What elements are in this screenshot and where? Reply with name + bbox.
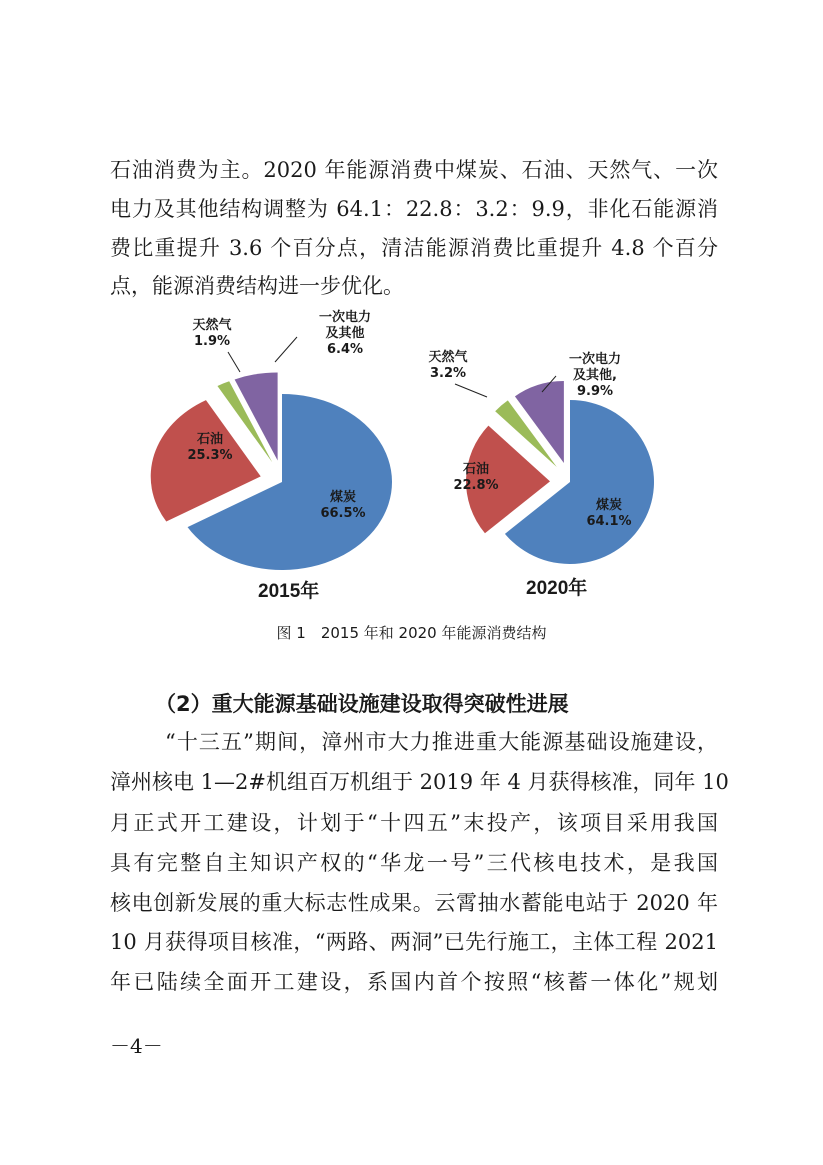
label-2020-gas: 天然气 3.2% <box>428 350 468 381</box>
label-2015-gas: 天然气 1.9% <box>192 318 232 349</box>
year-2015-label: 2015年 <box>258 581 320 602</box>
label-2020-oil: 石油 22.8% <box>453 462 499 493</box>
text-line: 具有完整自主知识产权的“华龙一号”三代核电技术，是我国 <box>110 851 718 875</box>
label-2020-other: 一次电力及其他, 9.9% <box>568 352 621 399</box>
page-number: －4－ <box>110 1034 163 1058</box>
label-2015-other: 一次电力及其他 6.4% <box>318 310 371 357</box>
leader-line <box>228 352 240 372</box>
text-line: 电力及其他结构调整为 64.1：22.8：3.2：9.9，非化石能源消 <box>110 197 718 221</box>
section-heading: （2）重大能源基础设施建设取得突破性进展 <box>155 692 569 716</box>
text-line: 月正式开工建设，计划于“十四五”末投产，该项目采用我国 <box>110 811 718 835</box>
leader-line <box>455 384 487 397</box>
text-line: 点，能源消费结构进一步优化。 <box>110 274 404 298</box>
text-line: 核电创新发展的重大标志性成果。云霄抽水蓄能电站于 2020 年 <box>110 891 718 915</box>
text-line: 漳州核电 1—2#机组百万机组于 2019 年 4 月获得核准，同年 10 <box>110 770 729 794</box>
text-line: “十三五”期间，漳州市大力推进重大能源基础设施建设， <box>165 730 718 754</box>
label-2020-coal: 煤炭 64.1% <box>586 498 632 529</box>
text-line: 年已陆续全面开工建设，系国内首个按照“核蓄一体化”规划 <box>110 970 718 994</box>
text-line: 10 月获得项目核准，“两路、两洞”已先行施工，主体工程 2021 <box>110 930 718 954</box>
label-2015-oil: 石油 25.3% <box>187 432 233 463</box>
figure-caption: 图 1 2015 年和 2020 年能源消费结构 <box>276 624 547 642</box>
text-line: 石油消费为主。2020 年能源消费中煤炭、石油、天然气、一次 <box>110 158 718 182</box>
year-2020-label: 2020年 <box>526 578 588 599</box>
text-line: 费比重提升 3.6 个百分点，清洁能源消费比重提升 4.8 个百分 <box>110 236 718 260</box>
label-2015-coal: 煤炭 66.5% <box>320 490 366 521</box>
leader-line <box>275 337 297 362</box>
